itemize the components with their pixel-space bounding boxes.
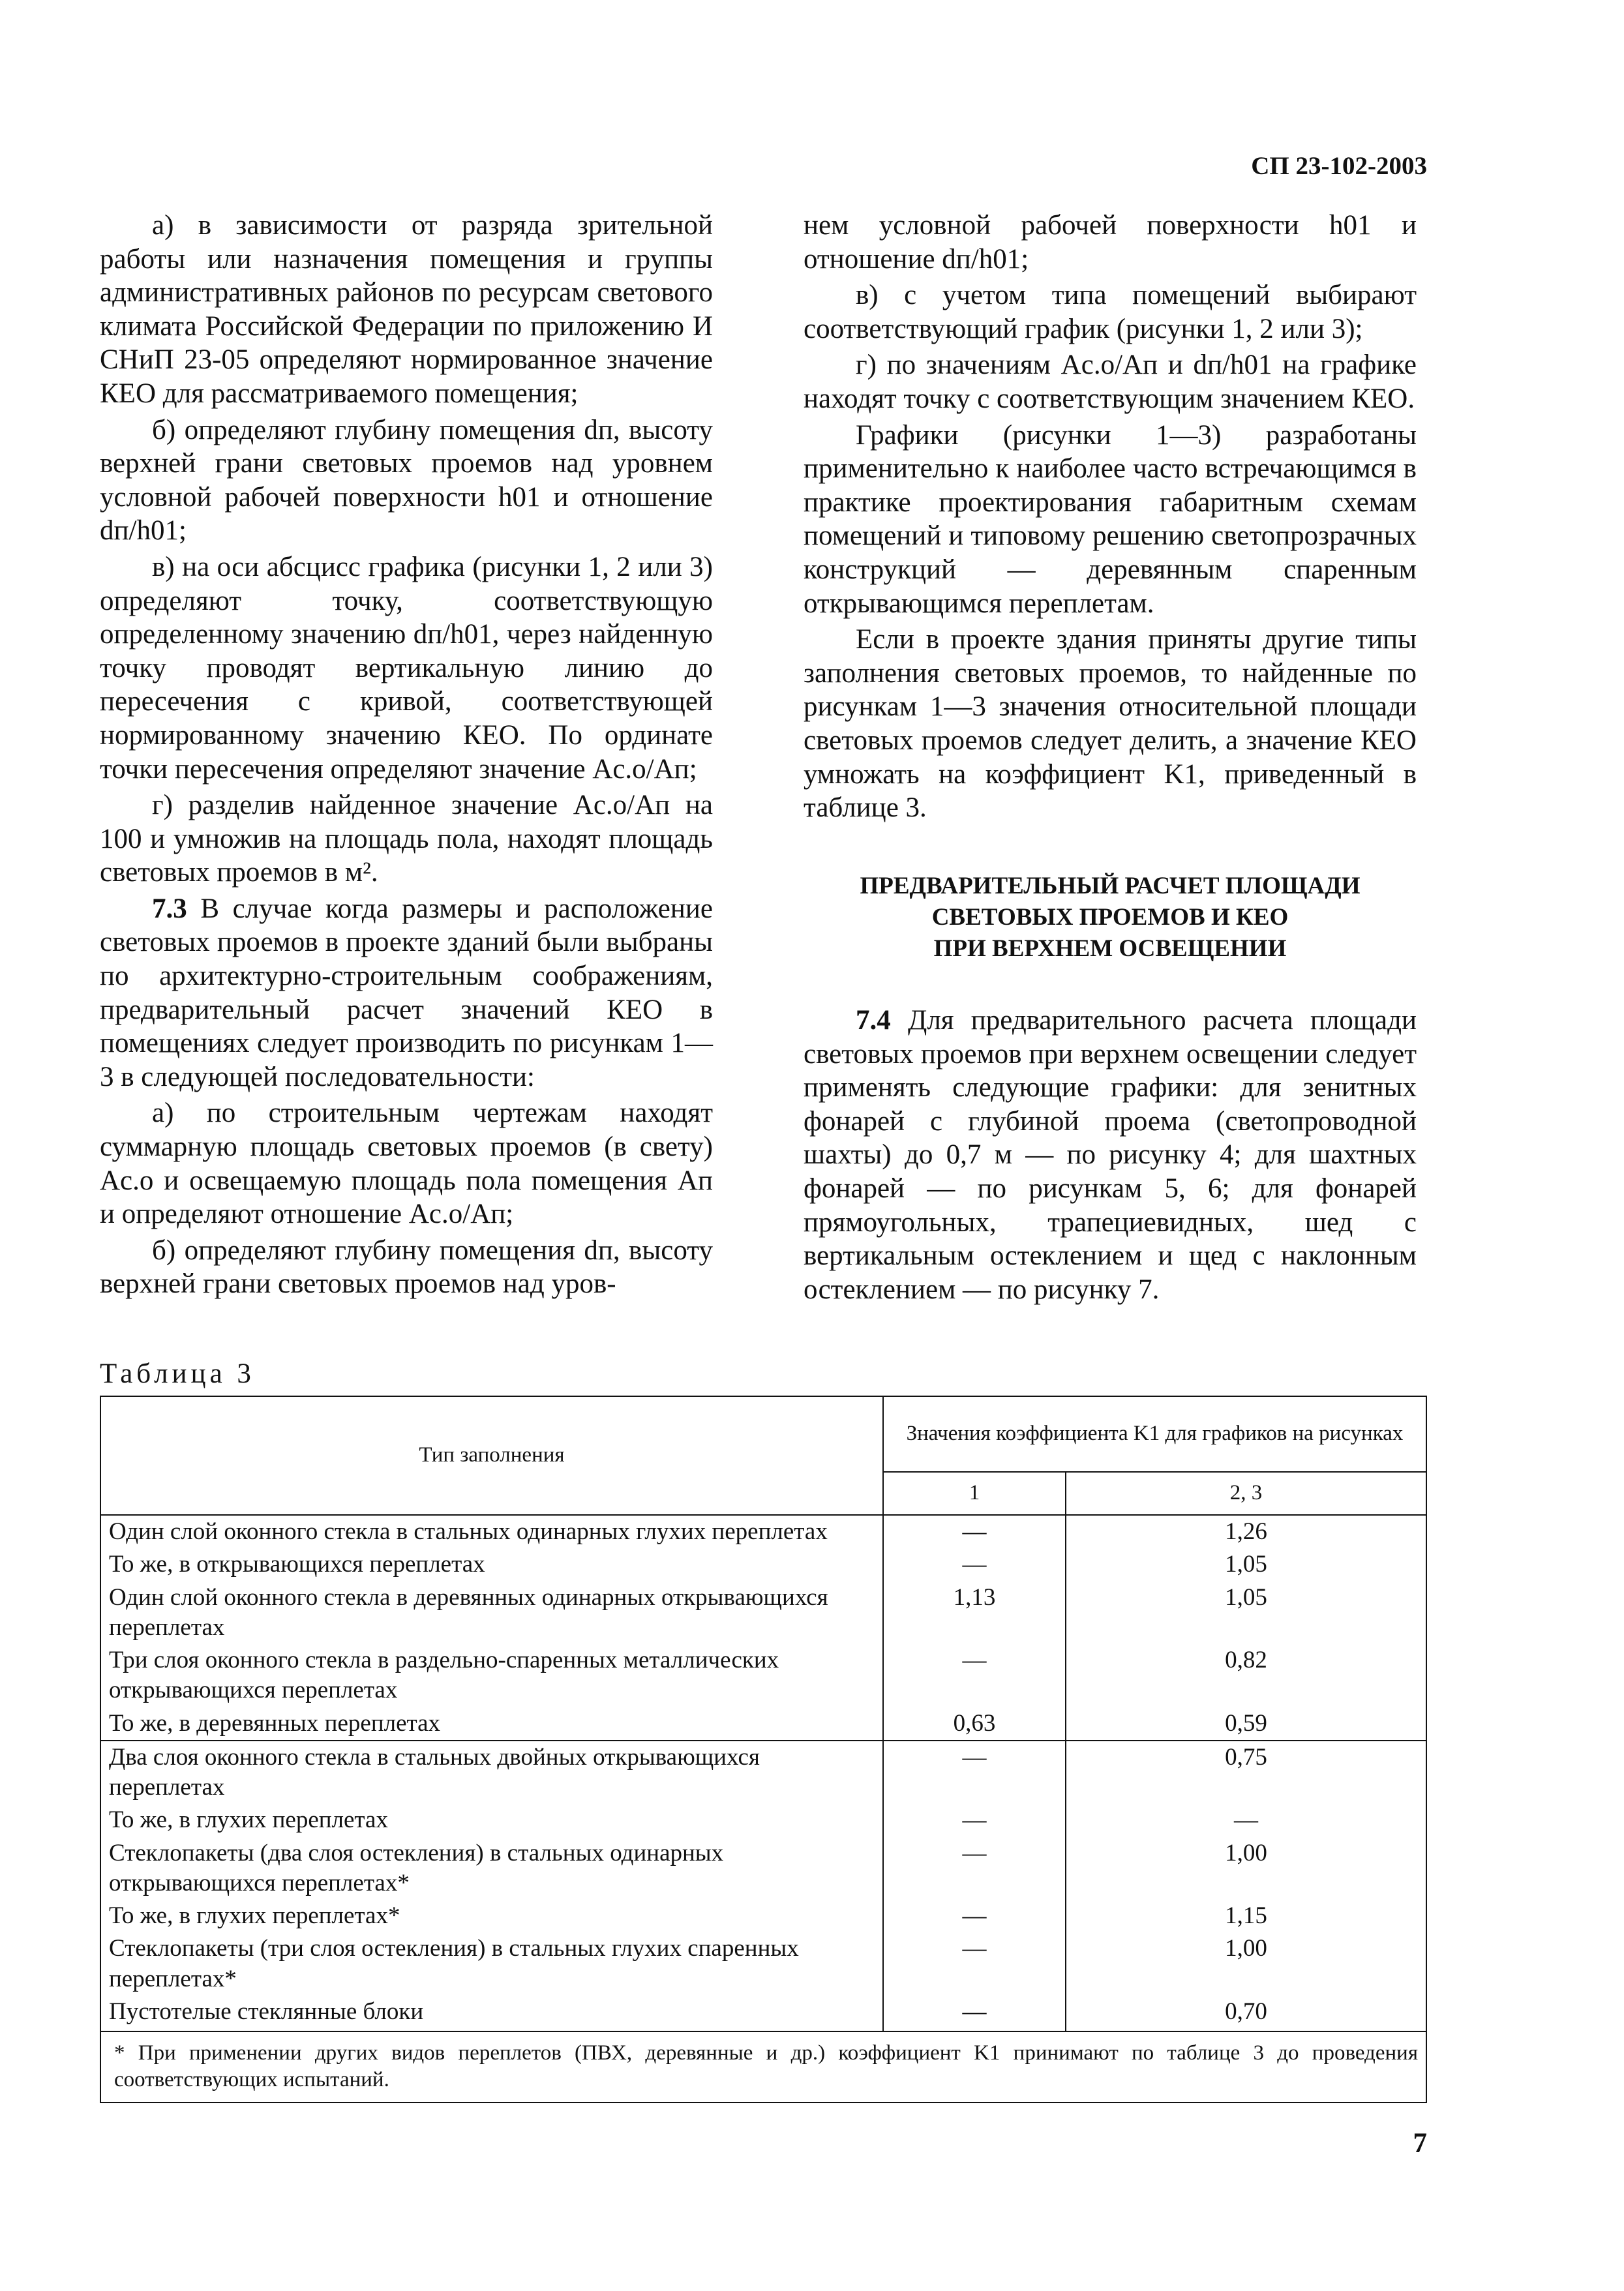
cell-k1-graph-2-3: 1,05	[1066, 1581, 1426, 1645]
paragraph: в) на оси абсцисс графика (рисунки 1, 2 или 3) определяют точку, соответствующую определенному значению dп/h01, через найденную точку проводят вертикальную линию до пересечения с кривой, соответствующей нормированному значению КЕО. По ординате точки пересечения определяют значение Aс.о/Aп;	[100, 551, 713, 785]
section-heading-line: ПРИ ВЕРХНЕМ ОСВЕЩЕНИИ	[933, 935, 1287, 962]
cell-type: Один слой оконного стекла в стальных одинарных глухих переплетах	[100, 1515, 883, 1548]
cell-k1-graph-2-3: 0,82	[1066, 1644, 1426, 1707]
paragraph: в) с учетом типа помещений выбирают соответствующий график (рисунки 1, 2 или 3);	[804, 280, 1417, 344]
cell-type: Стеклопакеты (три слоя остекления) в стальных глухих спаренных переплетах*	[100, 1932, 883, 1996]
table-footnote: * При применении других видов переплетов (ПВХ, деревянные и др.) коэффициент K1 принимают по таблице 3 до проведения соответствующих испытаний.	[100, 2031, 1426, 2103]
cell-k1-graph-2-3: —	[1066, 1804, 1426, 1836]
page-number: 7	[1413, 2128, 1427, 2159]
section-heading-line: СВЕТОВЫХ ПРОЕМОВ И КЕО	[931, 903, 1289, 931]
table-row	[100, 1837, 1426, 1900]
cell-k1-graph-2-3: 1,26	[1066, 1515, 1426, 1548]
k1-table	[100, 1396, 1427, 2103]
cell-k1-graph-1: —	[883, 1837, 1066, 1900]
header-col-1: 1	[883, 1472, 1066, 1515]
table-row	[100, 1644, 1426, 1707]
header-col-2-3: 2, 3	[1066, 1472, 1426, 1515]
paragraph: Если в проекте здания приняты другие типы заполнения световых проемов, то найденные по рисункам 1—3 значения относительной площади световых проемов следует делить, а значение КЕО умножать на коэффициент K1, приведенный в таблице 3.	[804, 624, 1417, 824]
paragraph: б) определяют глубину помещения dп, высоту верхней грани световых проемов над уров-	[100, 1235, 713, 1300]
cell-k1-graph-2-3: 1,00	[1066, 1837, 1426, 1900]
left-column	[100, 209, 713, 1304]
clause-number: 7.3	[152, 893, 187, 924]
cell-k1-graph-2-3: 0,75	[1066, 1741, 1426, 1804]
cell-type: То же, в деревянных переплетах	[100, 1707, 883, 1741]
paragraph-7-4	[804, 1004, 1417, 1306]
paragraph: б) определяют глубину помещения dп, высоту верхней грани световых проемов над уровнем условной рабочей поверхности h01 и отношение dп/h01;	[100, 414, 713, 547]
section-heading-line: ПРЕДВАРИТЕЛЬНЫЙ РАСЧЕТ ПЛОЩАДИ	[860, 872, 1361, 899]
table-row	[100, 1515, 1426, 1548]
clause-number: 7.4	[856, 1004, 891, 1036]
cell-type: То же, в глухих переплетах	[100, 1804, 883, 1836]
document-code: СП 23-102-2003	[1251, 152, 1427, 180]
paragraph: Графики (рисунки 1—3) разработаны применительно к наиболее часто встречающимся в практике проектирования габаритным схемам помещений и типовому решению светопрозрачных конструкций — деревянным спаренным открывающимся переплетам.	[804, 419, 1417, 619]
table-row	[100, 1581, 1426, 1645]
right-column	[804, 209, 1417, 1309]
cell-k1-graph-1: —	[883, 1996, 1066, 2031]
table-row	[100, 1741, 1426, 1804]
table-row	[100, 1804, 1426, 1836]
cell-type: Два слоя оконного стекла в стальных двойных открывающихся переплетах	[100, 1741, 883, 1804]
clause-text: В случае когда размеры и расположение световых проемов в проекте зданий были выбраны по архитектурно-строительным соображениям, предварительный расчет значений КЕО в помещениях следует производить по рисункам 1—3 в следующей последовательности:	[100, 893, 713, 1092]
paragraph: а) в зависимости от разряда зрительной работы или назначения помещения и группы административных районов по ресурсам светового климата Российской Федерации по приложению И СНиП 23-05 определяют нормированное значение КЕО для рассматриваемого помещения;	[100, 210, 713, 409]
cell-k1-graph-1: —	[883, 1644, 1066, 1707]
cell-k1-graph-1: —	[883, 1804, 1066, 1836]
paragraph: нем условной рабочей поверхности h01 и отношение dп/h01;	[804, 210, 1417, 275]
clause-text: Для предварительного расчета площади световых проемов при верхнем освещении следует применять следующие графики: для зенитных фонарей с глубиной проема (светопроводной шахты) до 0,7 м — по рисунку 4; для шахтных фонарей — по рисункам 5, 6; для фонарей прямоугольных, трапециевидных, шед с вертикальным остеклением и щед с наклонным остеклением — по рисунку 7.	[804, 1004, 1417, 1305]
header-type: Тип заполнения	[100, 1396, 883, 1515]
cell-k1-graph-1: —	[883, 1548, 1066, 1581]
cell-k1-graph-1: —	[883, 1515, 1066, 1548]
cell-type: Пустотелые стеклянные блоки	[100, 1996, 883, 2031]
paragraph: г) разделив найденное значение Aс.о/Aп на 100 и умножив на площадь пола, находят площадь световых проемов в м².	[100, 790, 713, 888]
cell-type: Стеклопакеты (два слоя остекления) в стальных одинарных открывающихся переплетах*	[100, 1837, 883, 1900]
table-caption: Таблица 3	[100, 1358, 255, 1389]
cell-k1-graph-1: —	[883, 1741, 1066, 1804]
cell-k1-graph-2-3: 1,00	[1066, 1932, 1426, 1996]
table-row	[100, 1707, 1426, 1741]
cell-k1-graph-1: 1,13	[883, 1581, 1066, 1645]
cell-type: Один слой оконного стекла в деревянных одинарных открывающихся переплетах	[100, 1581, 883, 1645]
cell-k1-graph-1: 0,63	[883, 1707, 1066, 1741]
cell-type: То же, в глухих переплетах*	[100, 1900, 883, 1932]
paragraph: а) по строительным чертежам находят суммарную площадь световых проемов (в свету) Aс.о и освещаемую площадь пола помещения Aп и определяют отношение Aс.о/Aп;	[100, 1098, 713, 1230]
cell-k1-graph-2-3: 0,59	[1066, 1707, 1426, 1741]
cell-k1-graph-1: —	[883, 1900, 1066, 1932]
paragraph: г) по значениям Aс.о/Aп и dп/h01 на графике находят точку с соответствующим значением КЕО.	[804, 350, 1417, 414]
cell-k1-graph-1: —	[883, 1932, 1066, 1996]
cell-k1-graph-2-3: 0,70	[1066, 1996, 1426, 2031]
cell-k1-graph-2-3: 1,05	[1066, 1548, 1426, 1581]
table-row	[100, 1548, 1426, 1581]
header-k1-values: Значения коэффициента K1 для графиков на рисунках	[883, 1396, 1426, 1472]
paragraph-7-3	[100, 892, 713, 1094]
cell-type: То же, в открывающихся переплетах	[100, 1548, 883, 1581]
section-heading	[804, 871, 1417, 965]
cell-k1-graph-2-3: 1,15	[1066, 1900, 1426, 1932]
table-row	[100, 1900, 1426, 1932]
table-row	[100, 1932, 1426, 1996]
table-row	[100, 1996, 1426, 2031]
cell-type: Три слоя оконного стекла в раздельно-спаренных металлических открывающихся переплетах	[100, 1644, 883, 1707]
